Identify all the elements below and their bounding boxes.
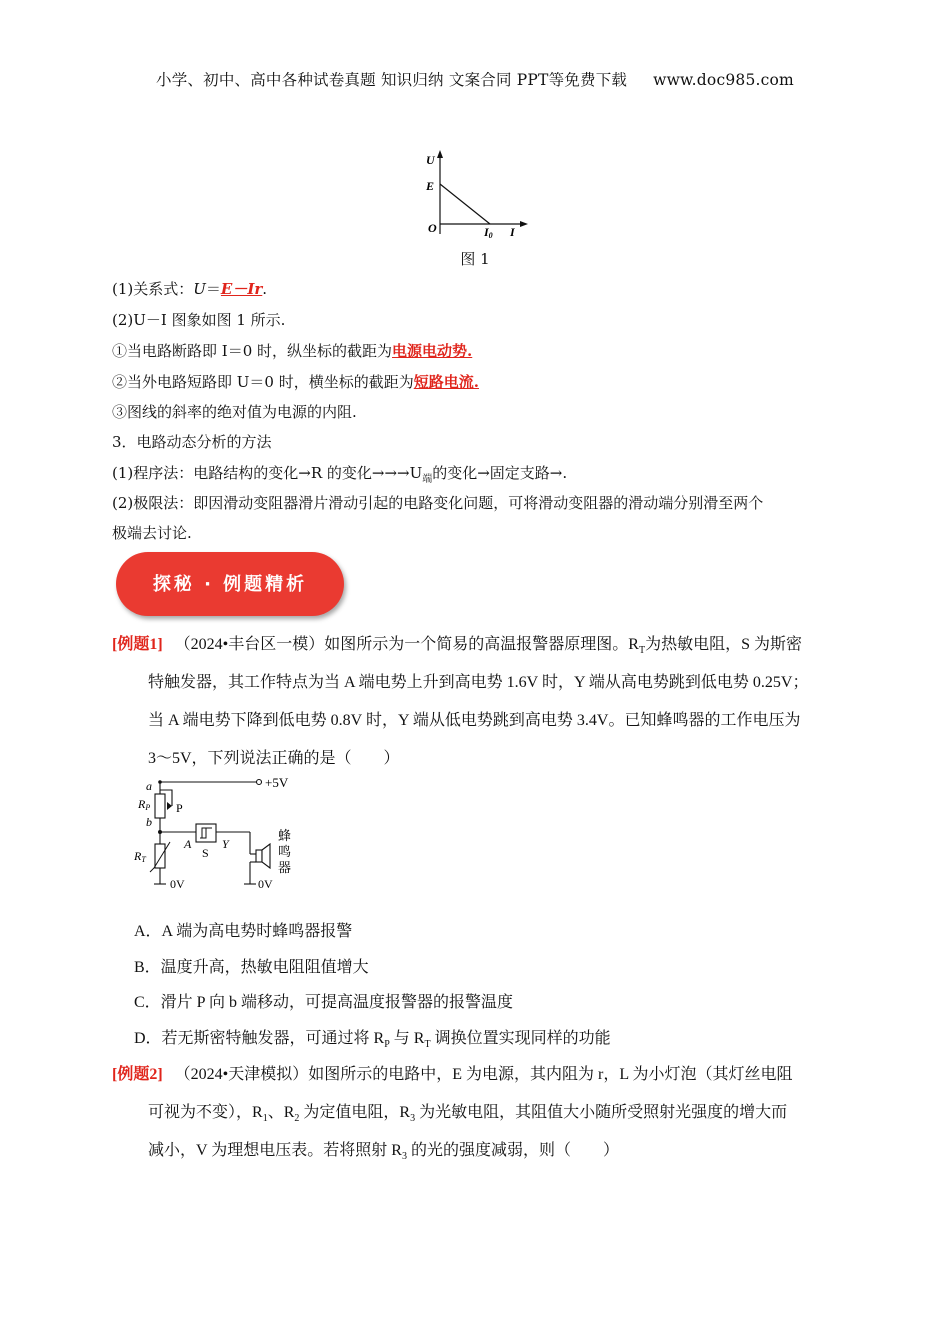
relation-prefix: (1)关系式： bbox=[112, 280, 194, 298]
option-c[interactable]: C．滑片 P 向 b 端移动，可提高温度报警器的报警温度 bbox=[134, 994, 513, 1011]
relation-eq: ＝ bbox=[205, 280, 221, 298]
e2l2-c: 为定值电阻，R bbox=[299, 1104, 411, 1121]
node-b-label: b bbox=[146, 815, 152, 829]
example1-line3: 当 A 端电势下降到低电势 0.8V 时，Y 端从低电势跳到高电势 3.4V。已知蜂鸣器的工作电压为 bbox=[148, 712, 801, 729]
e2l3-b: 的光的强度减弱，则（ ） bbox=[406, 1142, 619, 1159]
relation-line bbox=[112, 278, 267, 299]
section-heading: 3．电路动态分析的方法 bbox=[112, 433, 272, 451]
ground1-label: 0V bbox=[170, 877, 185, 891]
alarm-circuit-diagram bbox=[132, 770, 312, 895]
example2-tag: [例题2] bbox=[112, 1066, 163, 1083]
limit-method-line-2: 极端去讨论. bbox=[112, 524, 192, 542]
e2l3-a: 减小，V 为理想电压表。若将照射 R bbox=[148, 1142, 402, 1159]
banner-label: 探秘 · 例题精析 bbox=[152, 574, 308, 595]
open-circuit-line bbox=[112, 340, 472, 361]
example2-text: （2024•天津模拟）如图所示的电路中，E 为电源，其内阻为 r，L 为小灯泡（其灯丝电阻 bbox=[174, 1066, 793, 1083]
e2l2-s3: 3 bbox=[410, 1113, 416, 1125]
option-a[interactable]: A．A 端为高电势时蜂鸣器报警 bbox=[134, 923, 353, 940]
slider-arrow bbox=[167, 802, 172, 810]
label-o: O bbox=[428, 221, 437, 235]
supply-terminal bbox=[257, 780, 262, 785]
option-d[interactable] bbox=[134, 1025, 611, 1050]
option-d-b: 与 R bbox=[389, 1030, 425, 1047]
trigger-s-label: S bbox=[202, 846, 209, 860]
relation-u: U bbox=[193, 280, 206, 298]
example2-line2 bbox=[148, 1099, 787, 1124]
example1-line2: 特触发器，其工作特点为当 A 端电势上升到高电势 1.6V 时，Y 端从高电势跳到低电势 0.25V； bbox=[148, 674, 809, 691]
buzzer-char-1: 蜂 bbox=[278, 828, 292, 843]
example1-line4: 3～5V，下列说法正确的是（ ） bbox=[148, 750, 400, 767]
ui-graph-line: (2)U－I 图象如图 1 所示. bbox=[112, 311, 286, 329]
relation-answer: E－Ir bbox=[220, 280, 263, 298]
buzzer-char-2: 鸣 bbox=[278, 844, 292, 859]
ui-line bbox=[440, 184, 490, 224]
option-d-c: 调换位置实现同样的功能 bbox=[430, 1030, 611, 1047]
buzzer-char-3: 器 bbox=[278, 860, 292, 875]
y-axis-arrow bbox=[437, 150, 443, 158]
procedure-method-line bbox=[112, 462, 567, 485]
e2l2-a: 可视为不变），R bbox=[148, 1104, 263, 1121]
page-header bbox=[0, 68, 950, 90]
e2l2-s2: 2 bbox=[294, 1113, 300, 1125]
short-circuit-prefix: ②当外电路短路即 U＝0 时，横坐标的截距为 bbox=[112, 373, 414, 391]
open-circuit-prefix: ①当电路断路即 I＝0 时，纵坐标的截距为 bbox=[112, 342, 393, 360]
option-d-sub2: T bbox=[424, 1039, 431, 1051]
option-d-sub1: P bbox=[384, 1039, 390, 1051]
limit-method-line: (2)极限法：即因滑动变阻器滑片滑动引起的电路变化问题，可将滑动变阻器的滑动端分别滑至两个 bbox=[112, 494, 764, 512]
supply-label: +5V bbox=[265, 775, 289, 790]
header-url[interactable]: www.doc985.com bbox=[653, 71, 794, 89]
label-i: I bbox=[510, 225, 515, 239]
trigger-y-label: Y bbox=[222, 837, 229, 851]
slider-p-label: P bbox=[176, 801, 183, 815]
ui-graph-figure bbox=[420, 148, 530, 243]
rt-label: RT bbox=[134, 849, 146, 864]
e2l3-s: 3 bbox=[401, 1151, 407, 1163]
short-circuit-line bbox=[112, 371, 479, 392]
example1-text-b: 为热敏电阻，S 为斯密 bbox=[645, 636, 802, 653]
x-axis-arrow bbox=[520, 221, 528, 227]
procedure-b: 的变化→固定支路→. bbox=[432, 464, 568, 482]
procedure-sub: 端 bbox=[422, 474, 433, 485]
slope-line: ③图线的斜率的绝对值为电源的内阻. bbox=[112, 403, 357, 421]
rp-resistor bbox=[155, 794, 165, 818]
example1-tag: [例题1] bbox=[112, 636, 163, 653]
example2-line3 bbox=[148, 1137, 619, 1162]
header-text: 小学、初中、高中各种试卷真题 知识归纳 文案合同 PPT等免费下载 bbox=[156, 71, 628, 89]
e2l2-b: 、R bbox=[267, 1104, 295, 1121]
ground2-label: 0V bbox=[258, 877, 273, 891]
relation-end: . bbox=[262, 280, 268, 298]
trigger-a-label: A bbox=[184, 837, 192, 851]
label-u: U bbox=[426, 153, 435, 167]
label-e: E bbox=[426, 179, 435, 193]
option-d-a: D．若无斯密特触发器，可通过将 R bbox=[134, 1030, 385, 1047]
example1-sub: T bbox=[638, 645, 646, 657]
example-banner bbox=[116, 552, 344, 616]
e2l2-d: 为光敏电阻，其阻值大小随所受照射光强度的增大而 bbox=[415, 1104, 788, 1121]
open-circuit-answer: 电源电动势. bbox=[392, 342, 473, 360]
example2-line1 bbox=[112, 1061, 793, 1084]
short-circuit-answer: 短路电流. bbox=[413, 373, 479, 391]
e2l2-s1: 1 bbox=[262, 1113, 268, 1125]
example1-text-a: （2024•丰台区一模）如图所示为一个简易的高温报警器原理图。R bbox=[174, 636, 639, 653]
label-i0: I0 bbox=[484, 225, 493, 240]
procedure-a: (1)程序法：电路结构的变化→R 的变化→→→U bbox=[112, 464, 423, 482]
node-a-label: a bbox=[146, 779, 152, 793]
figure1-caption: 图 1 bbox=[460, 250, 490, 268]
buzzer bbox=[256, 850, 262, 862]
example1-line1 bbox=[112, 631, 802, 656]
rp-label: RP bbox=[138, 797, 151, 812]
option-b[interactable]: B．温度升高，热敏电阻阻值增大 bbox=[134, 959, 369, 976]
